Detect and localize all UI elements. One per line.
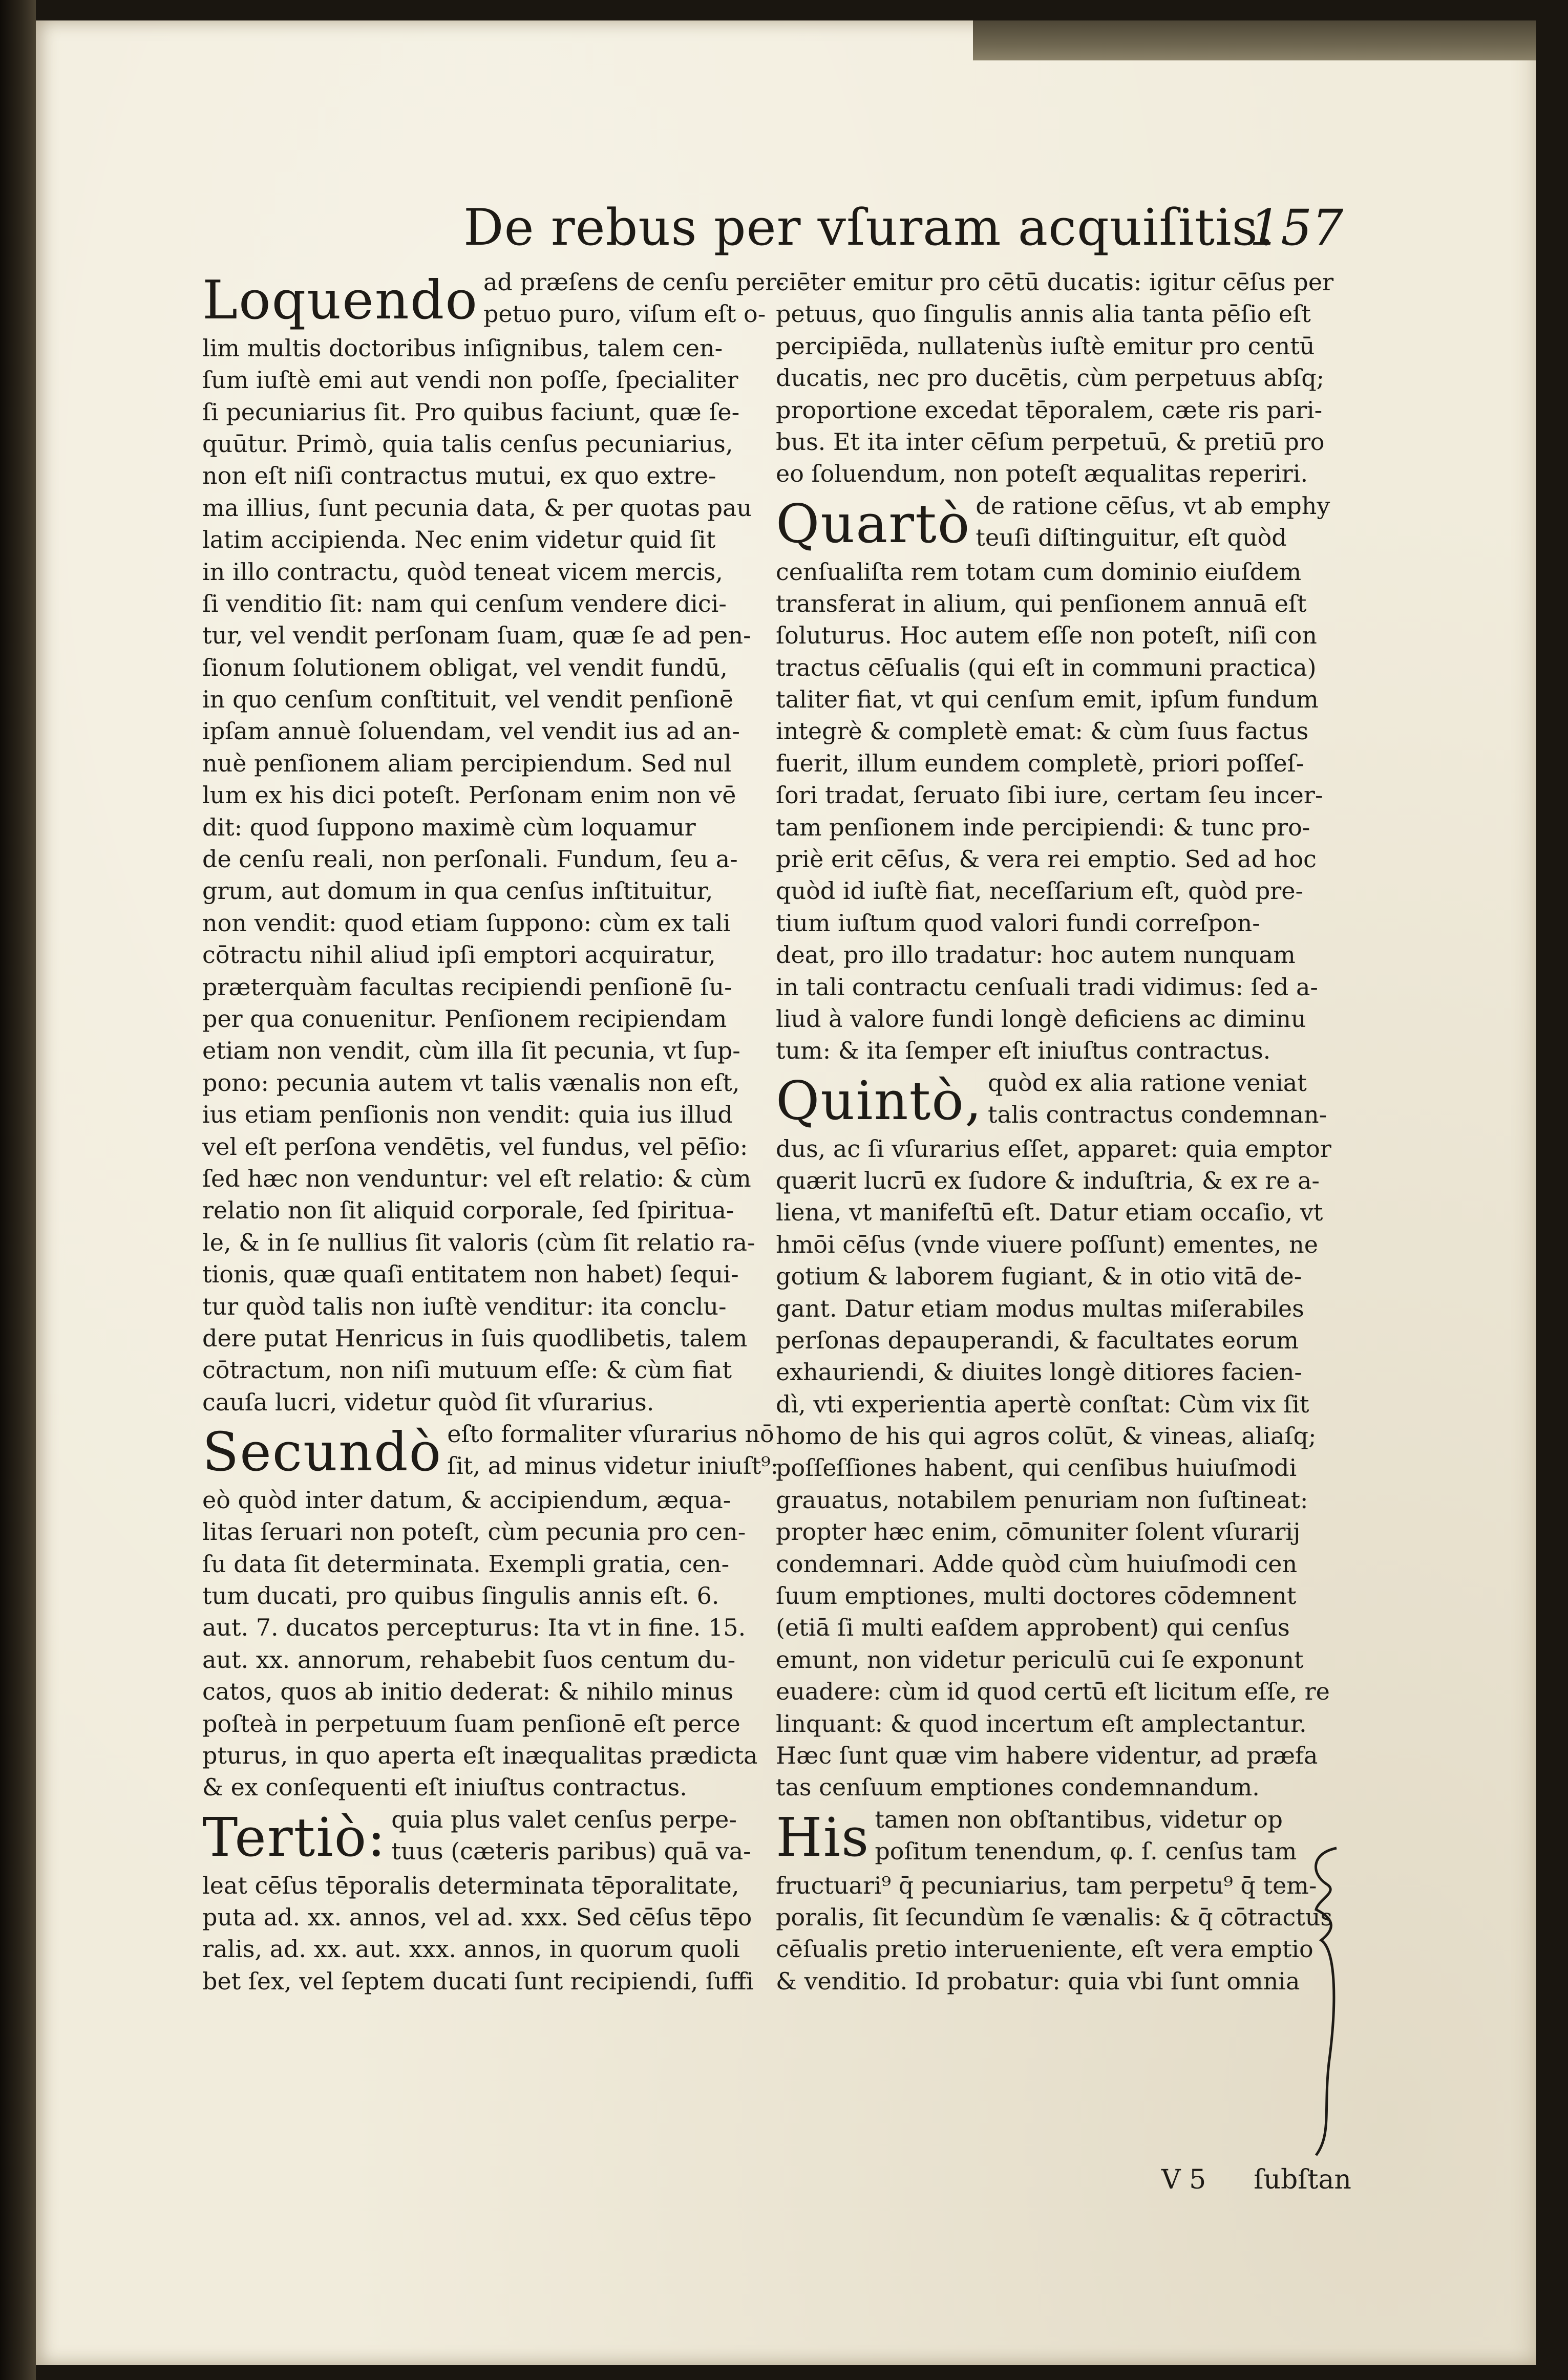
text-line: lum ex his dici poteſt. Perſonam enim non vē bbox=[202, 781, 736, 809]
text-line: homo de his qui agros colūt, & vineas, aliaſq; bbox=[776, 1422, 1317, 1450]
text-line: condemnari. Adde quòd cùm huiuſmodi cen bbox=[776, 1550, 1298, 1578]
text-line: liud à valore fundi longè deficiens ac diminu bbox=[776, 1005, 1306, 1033]
text-line: ſori tradat, ſeruato ſibi iure, certam ſeu incer- bbox=[776, 781, 1323, 809]
text-line: ralis, ad. xx. aut. xxx. annos, in quorum quoli bbox=[202, 1935, 740, 1963]
text-line: tur quòd talis non iuſtè venditur: ita conclu- bbox=[202, 1292, 727, 1320]
text-line: ſu data ſit determinata. Exempli gratia, cen- bbox=[202, 1550, 730, 1578]
running-title: De rebus per vſuram acquiſitis. bbox=[463, 199, 1275, 257]
text-line: transferat in alium, qui penſionem annuā eſt bbox=[776, 589, 1307, 617]
text-line: cōtractu nihil aliud ipſi emptori acquiratur, bbox=[202, 941, 716, 969]
text-line: de cenſu reali, non perſonali. Fundum, ſeu a- bbox=[202, 845, 738, 873]
text-line: eſto formaliter vſurarius nō bbox=[447, 1420, 774, 1448]
drop-word: Tertiò: bbox=[202, 1806, 387, 1869]
line-list bbox=[776, 1133, 1331, 1804]
text-line: gant. Datur etiam modus multas miſerabiles bbox=[776, 1294, 1304, 1322]
text-line: integrè & completè emat: & cùm ſuus factus bbox=[776, 717, 1309, 745]
text-line: dit: quod ſuppono maximè cùm loquamur bbox=[202, 813, 696, 841]
text-line: aut. xx. annorum, rehabebit ſuos centum du- bbox=[202, 1645, 736, 1674]
text-line: quia plus valet cenſus perpe- bbox=[391, 1805, 737, 1833]
text-line: ſi pecuniarius ſit. Pro quibus faciunt, quæ ſe- bbox=[202, 398, 740, 426]
text-line: poſſeſſiones habent, qui cenſibus huiuſmodi bbox=[776, 1454, 1297, 1482]
text-line: ſum iuſtè emi aut vendi non poſſe, ſpecialiter bbox=[202, 366, 738, 394]
signature-label: V 5 bbox=[1161, 2164, 1206, 2195]
handwritten-brace bbox=[1306, 1843, 1352, 2160]
text-line: & venditio. Id probatur: quia vbi ſunt omnia bbox=[776, 1967, 1300, 1995]
text-line: vel eſt perſona vendētis, vel fundus, vel pēſio: bbox=[202, 1132, 748, 1161]
text-line: perſonas depauperandi, & facultates eorum bbox=[776, 1326, 1299, 1354]
text-line: etiam non vendit, cùm illa ſit pecunia, vt ſup- bbox=[202, 1037, 740, 1065]
signature-mark bbox=[1161, 2159, 1351, 2200]
line-list bbox=[202, 1484, 758, 1804]
text-line: dere putat Henricus in ſuis quodlibetis, talem bbox=[202, 1324, 748, 1352]
line-list bbox=[202, 1870, 754, 1998]
text-line: euadere: cùm id quod certū eſt licitum eſſe, re bbox=[776, 1678, 1330, 1706]
text-line: in tali contractu cenſuali tradi vidimus: ſed a- bbox=[776, 973, 1318, 1001]
left-column bbox=[202, 266, 785, 2068]
text-line: taliter fiat, vt qui cenſum emit, ipſum fundum bbox=[776, 685, 1319, 714]
text-line: ciēter emitur pro cētū ducatis: igitur cēſus per bbox=[776, 268, 1334, 296]
text-line: hmōi cēſus (vnde viuere poſſunt) ementes, ne bbox=[776, 1230, 1318, 1258]
paragraph-secundo bbox=[202, 1418, 779, 1804]
text-line: ſuum emptiones, multi doctores cōdemnent bbox=[776, 1582, 1297, 1610]
line-list bbox=[776, 556, 1323, 1067]
text-line: non vendit: quod etiam ſuppono: cùm ex tali bbox=[202, 909, 731, 937]
text-line: quòd ex alia ratione veniat bbox=[987, 1068, 1307, 1097]
text-line: cēſualis pretio interueniente, eſt vera emptio bbox=[776, 1935, 1313, 1963]
text-line: ſoluturus. Hoc autem eſſe non poteſt, niſi con bbox=[776, 621, 1317, 650]
text-line: poſteà in perpetuum ſuam penſionē eſt perce bbox=[202, 1709, 740, 1738]
text-line: ſi venditio ſit: nam qui cenſum vendere dici- bbox=[202, 589, 727, 617]
paragraph-his bbox=[776, 1804, 1333, 1997]
catchword: ſubſtan bbox=[1254, 2164, 1351, 2195]
text-line: tamen non obſtantibus, videtur op bbox=[875, 1805, 1283, 1833]
text-line: ſit, ad minus videtur iniuſt⁹: bbox=[447, 1452, 779, 1480]
paragraph-loquendo bbox=[202, 266, 785, 1418]
text-line: tum: & ita ſemper eſt iniuſtus contractus. bbox=[776, 1037, 1271, 1065]
text-line: pturus, in quo aperta eſt inæqualitas prædicta bbox=[202, 1742, 758, 1769]
text-line: ſed hæc non venduntur: vel eſt relatio: & cùm bbox=[202, 1164, 751, 1192]
text-line: (etiā ſi multi eaſdem approbent) qui cenſus bbox=[776, 1614, 1290, 1642]
text-line: tionis, quæ quaſi entitatem non habet) ſequi- bbox=[202, 1260, 739, 1289]
text-line: quūtur. Primò, quia talis cenſus pecuniarius, bbox=[202, 430, 733, 458]
text-line: per qua conuenitur. Penſionem recipiendam bbox=[202, 1005, 727, 1033]
text-line: tum ducati, pro quibus ſingulis annis eſt. 6. bbox=[202, 1582, 719, 1610]
paragraph-continuation bbox=[776, 266, 1334, 490]
drop-word: His bbox=[776, 1806, 870, 1869]
text-line: priè erit cēſus, & vera rei emptio. Sed ad hoc bbox=[776, 845, 1317, 873]
text-line: præterquàm facultas recipiendi penſionē ſu- bbox=[202, 973, 732, 1001]
text-line: catos, quos ab initio dederat: & nihilo minus bbox=[202, 1678, 734, 1706]
text-line: emunt, non videtur periculū cui ſe exponunt bbox=[776, 1645, 1304, 1674]
text-line: linquant: & quod incertum eſt amplectantur. bbox=[776, 1709, 1307, 1738]
text-line: le, & in ſe nullius ſit valoris (cùm ſit relatio ra- bbox=[202, 1228, 755, 1256]
text-line: tium iuſtum quod valori fundi correſpon- bbox=[776, 909, 1260, 937]
text-line: gotium & laborem fugiant, & in otio vitā de- bbox=[776, 1262, 1302, 1291]
text-line: eo ſoluendum, non poteſt æqualitas reperiri. bbox=[776, 460, 1308, 488]
text-line: grum, aut domum in qua cenſus inſtituitur, bbox=[202, 877, 713, 905]
text-line: in illo contractu, quòd teneat vicem mercis, bbox=[202, 558, 723, 586]
text-line: dì, vti experientia apertè conſtat: Cùm vix ſit bbox=[776, 1390, 1309, 1418]
text-line: propter hæc enim, cōmuniter ſolent vſurarij bbox=[776, 1518, 1301, 1546]
line-list bbox=[202, 332, 755, 1418]
text-line: nuè penſionem aliam percipiendum. Sed nul bbox=[202, 749, 732, 777]
text-line: percipiēda, nullatenùs iuſtè emitur pro centū bbox=[776, 332, 1315, 360]
text-line: ad præſens de cenſu per- bbox=[483, 268, 785, 296]
text-line: latim accipienda. Nec enim videtur quid ſit bbox=[202, 526, 716, 554]
text-line: quærit lucrū ex ſudore & induſtria, & ex re a- bbox=[776, 1166, 1320, 1194]
scan-edge bbox=[0, 0, 36, 2380]
text-line: dus, ac ſi vſurarius eſſet, apparet: quia emptor bbox=[776, 1134, 1331, 1163]
text-line: in quo cenſum conſtituit, vel vendit penſionē bbox=[202, 685, 733, 714]
text-line: cauſa lucri, videtur quòd ſit vſurarius. bbox=[202, 1388, 654, 1416]
text-line: ma illius, ſunt pecunia data, & per quotas pau bbox=[202, 494, 752, 522]
text-line: leat cēſus tēporalis determinata tēporalitate, bbox=[202, 1871, 739, 1899]
text-line: tuus (cæteris paribus) quā va- bbox=[391, 1837, 751, 1866]
text-line: deat, pro illo tradatur: hoc autem nunquam bbox=[776, 941, 1296, 969]
text-line: ius etiam penſionis non vendit: quia ius illud bbox=[202, 1101, 733, 1129]
text-line: relatio non ſit aliquid corporale, ſed ſpiritua- bbox=[202, 1196, 734, 1225]
text-line: & ex conſequenti eſt iniuſtus contractus. bbox=[202, 1773, 687, 1802]
text-line: Hæc ſunt quæ vim habere videntur, ad præfa bbox=[776, 1742, 1318, 1769]
text-line: cenſualiſta rem totam cum dominio eiuſdem bbox=[776, 558, 1302, 586]
text-line: non eſt niſi contractus mutui, ex quo extre- bbox=[202, 462, 716, 490]
text-line: exhauriendi, & diuites longè ditiores facien- bbox=[776, 1358, 1302, 1386]
line-list bbox=[776, 1870, 1333, 1998]
drop-word: Loquendo bbox=[202, 269, 478, 331]
text-line: aut. 7. ducatos percepturus: Ita vt in fine. 15. bbox=[202, 1614, 746, 1642]
text-line: ipſam annuè ſoluendam, vel vendit ius ad an- bbox=[202, 717, 740, 745]
text-line: lim multis doctoribus inſignibus, talem cen- bbox=[202, 334, 723, 362]
text-line: ducatis, nec pro ducētis, cùm perpetuus abſq; bbox=[776, 364, 1325, 392]
right-column bbox=[776, 266, 1334, 2068]
text-line: fuerit, illum eundem completè, priori poſſeſ- bbox=[776, 749, 1304, 777]
text-line: talis contractus condemnan- bbox=[987, 1101, 1327, 1129]
text-line: eò quòd inter datum, & accipiendum, æqua- bbox=[202, 1486, 731, 1514]
text-line: tam penſionem inde percipiendi: & tunc pro- bbox=[776, 813, 1310, 841]
paragraph-quarto bbox=[776, 490, 1330, 1067]
text-line: de ratione cēſus, vt ab emphy bbox=[976, 491, 1330, 520]
text-line: tas cenſuum emptiones condemnandum. bbox=[776, 1773, 1260, 1802]
text-line: grauatus, notabilem penuriam non ſuſtineat: bbox=[776, 1486, 1308, 1514]
text-line: petuus, quo ſingulis annis alia tanta pēſio eſt bbox=[776, 300, 1311, 328]
text-line: quòd id iuſtè fiat, neceſſarium eſt, quòd pre- bbox=[776, 877, 1304, 905]
text-line: cōtractum, non niſi mutuum eſſe: & cùm fiat bbox=[202, 1356, 732, 1384]
paragraph-quinto bbox=[776, 1067, 1331, 1804]
text-line: bus. Et ita inter cēſum perpetuū, & pretiū pro bbox=[776, 427, 1325, 456]
line-list bbox=[776, 266, 1334, 490]
text-line: litas ſeruari non poteſt, cùm pecunia pro cen- bbox=[202, 1518, 746, 1546]
page-number: 157 bbox=[1249, 199, 1344, 256]
text-line: bet ſex, vel ſeptem ducati ſunt recipiendi, ſuffi bbox=[202, 1967, 754, 1995]
drop-word: Secundò bbox=[202, 1421, 442, 1484]
text-line: tur, vel vendit perſonam ſuam, quæ ſe ad pen- bbox=[202, 621, 751, 650]
text-line: poſitum tenendum, φ. ſ. cenſus tam bbox=[875, 1837, 1297, 1866]
text-line: liena, vt manifeſtū eſt. Datur etiam occaſio, vt bbox=[776, 1198, 1323, 1227]
binding-tape bbox=[973, 20, 1536, 60]
text-line: puta ad. xx. annos, vel ad. xxx. Sed cēſus tēpo bbox=[202, 1903, 752, 1931]
text-line: fructuari⁹ q̄ pecuniarius, tam perpetu⁹ q̄ tem- bbox=[776, 1871, 1317, 1899]
text-line: ſionum ſolutionem obligat, vel vendit fundū, bbox=[202, 653, 728, 681]
page-header bbox=[0, 197, 1568, 274]
drop-word: Quartò bbox=[776, 492, 971, 555]
text-line: teuſi diſtinguitur, eſt quòd bbox=[976, 524, 1287, 552]
text-line: poralis, ſit ſecundùm ſe vænalis: & q̄ cōtractus bbox=[776, 1903, 1333, 1931]
text-line: tractus cēſualis (qui eſt in communi practica) bbox=[776, 653, 1317, 681]
text-line: pono: pecunia autem vt talis vænalis non eſt, bbox=[202, 1068, 740, 1097]
text-line: petuo puro, viſum eſt o- bbox=[483, 300, 766, 328]
paragraph-tertio bbox=[202, 1804, 754, 1997]
text-line: proportione excedat tēporalem, cæte ris pari- bbox=[776, 396, 1323, 424]
drop-word: Quintò, bbox=[776, 1069, 983, 1132]
